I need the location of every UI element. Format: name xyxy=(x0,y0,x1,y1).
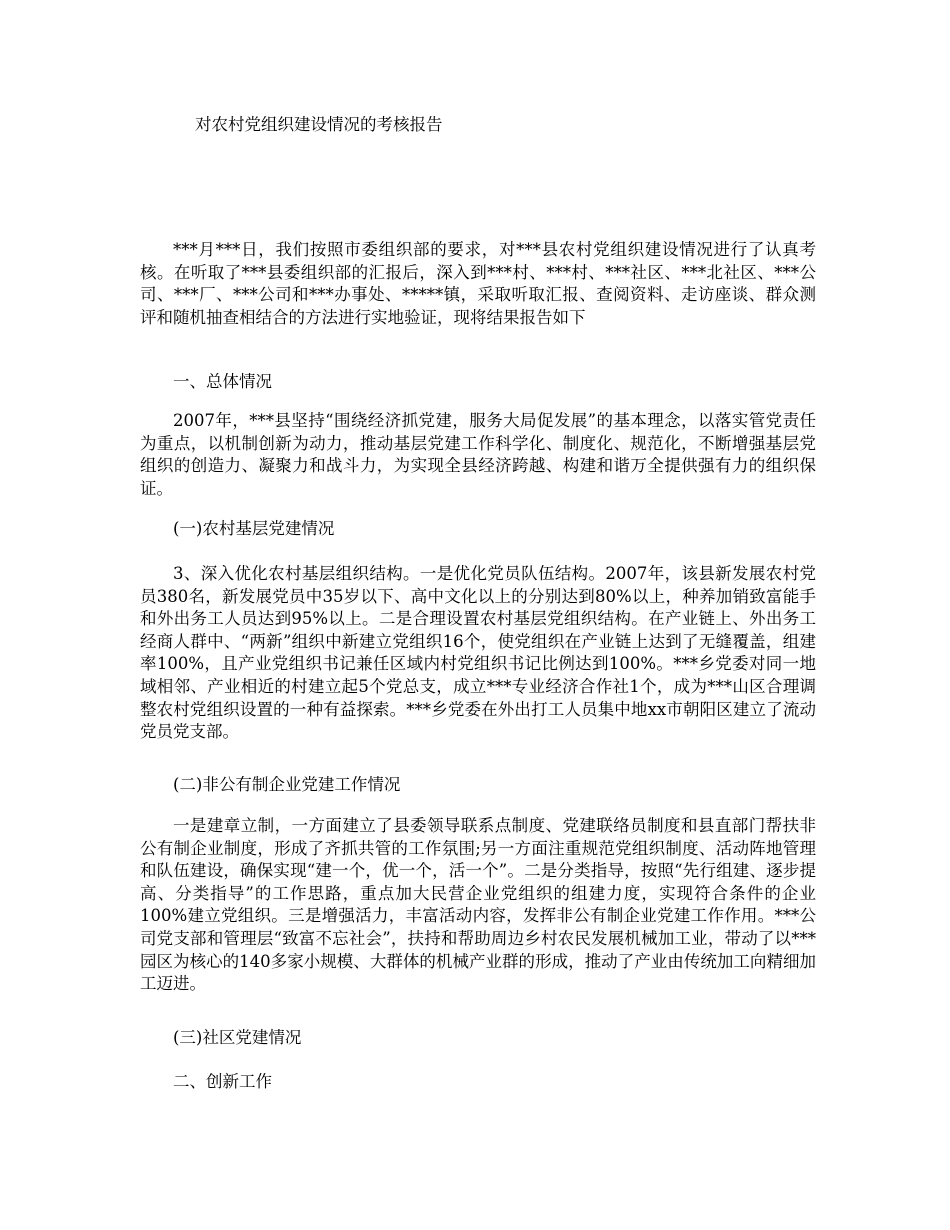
document-title: 对农村党组织建设情况的考核报告 xyxy=(195,115,443,134)
section1-heading: 一、总体情况 xyxy=(173,372,272,391)
sub1-paragraph: 3、深入优化农村基层组织结构。一是优化党员队伍结构。2007年，该县新发展农村党员380名，新发展党员中35岁以下、高中文化以上的分别达到80%以上，种养加销致富能手和外出务工人员达到95%以上。二是合理设置农村基层党组织结构。在产业链上、外出务工经商人群中、“两新”组织中新建立党组织16个，使党组织在产业链上达到了无缝覆盖，组建率100%，且产业党组织书记兼任区域内村党组织书记比例达到100%。***乡党委对同一地域相邻、产业相近的村建立起5个党总支，成立***专业经济合作社1个，成为***山区合理调整农村党组织设置的一种有益探索。***乡党委在外出打工人员集中地xx市朝阳区建立了流动党员党支部。 xyxy=(140,564,816,742)
sub3-heading: (三)社区党建情况 xyxy=(173,1028,302,1047)
sub2-paragraph: 一是建章立制，一方面建立了县委领导联系点制度、党建联络员制度和县直部门帮扶非公有制企业制度，形成了齐抓共管的工作氛围;另一方面注重规范党组织制度、活动阵地管理和队伍建设，确保实现“建一个，优一个，活一个”。二是分类指导，按照“先行组建、逐步提高、分类指导”的工作思路，重点加大民营企业党组织的组建力度，实现符合条件的企业100%建立党组织。三是增强活力，丰富活动内容，发挥非公有制企业党建工作作用。***公司党支部和管理层“致富不忘社会”，扶持和帮助周边乡村农民发展机械加工业，带动了以***园区为核心的140多家小规模、大群体的机械产业群的形成，推动了产业由传统加工向精细加工迈进。 xyxy=(140,816,816,994)
sub2-heading: (二)非公有制企业党建工作情况 xyxy=(173,775,401,794)
section1-paragraph: 2007年，***县坚持“围绕经济抓党建，服务大局促发展”的基本理念，以落实管党责任为重点，以机制创新为动力，推动基层党建工作科学化、制度化、规范化，不断增强基层党组织的创造力、凝聚力和战斗力，为实现全县经济跨越、构建和谐万全提供强有力的组织保证。 xyxy=(140,411,816,498)
section1-block xyxy=(140,410,816,500)
section2-heading-block xyxy=(140,1071,816,1094)
sub2-block xyxy=(140,815,816,996)
section2-heading: 二、创新工作 xyxy=(173,1072,272,1091)
sub3-heading-block xyxy=(140,1027,816,1050)
sub1-heading: (一)农村基层党建情况 xyxy=(173,519,335,538)
sub1-heading-block xyxy=(140,518,816,541)
intro-block xyxy=(140,239,816,329)
sub1-block xyxy=(140,563,816,744)
section1-heading-block xyxy=(140,371,816,394)
sub2-heading-block xyxy=(140,774,816,797)
intro-paragraph: ***月***日，我们按照市委组织部的要求，对***县农村党组织建设情况进行了认真考核。在听取了***县委组织部的汇报后，深入到***村、***村、***社区、***北社区、***公司、***厂、***公司和***办事处、*****镇，采取听取汇报、查阅资料、走访座谈、群众测评和随机抽查相结合的方法进行实地验证，现将结果报告如下 xyxy=(140,240,816,327)
